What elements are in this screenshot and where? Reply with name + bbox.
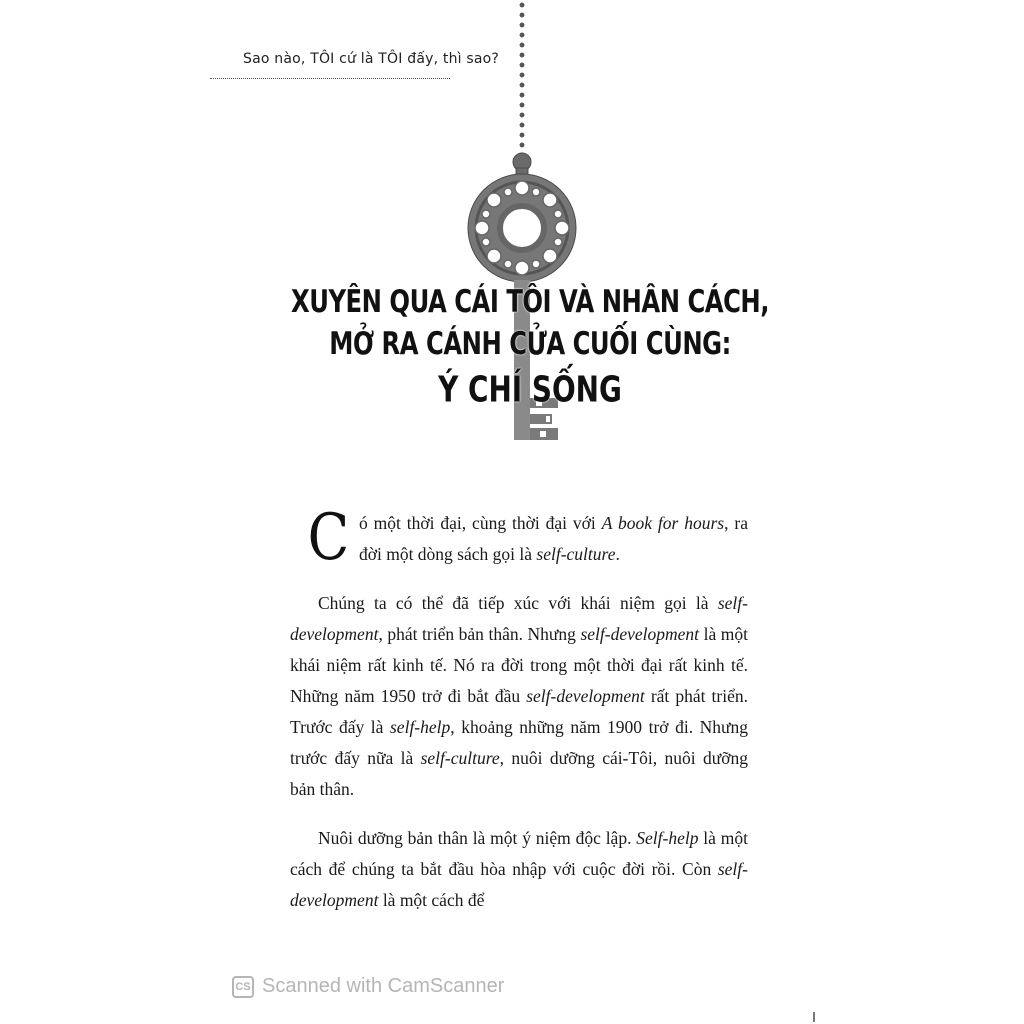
text-run: , ra đời một dòng sách gọi là bbox=[358, 513, 748, 564]
scanner-text: Scanned with CamScanner bbox=[262, 975, 505, 997]
text-run: Chúng ta có thể đã tiếp xúc với khái niệm gọi là bbox=[318, 593, 718, 613]
scanner-watermark bbox=[232, 975, 504, 998]
text-run: , phát triển bản thân. Nhưng bbox=[378, 624, 581, 644]
body-text bbox=[290, 501, 749, 934]
running-header: Sao nào, TÔI cứ là TÔI đấy, thì sao? bbox=[243, 51, 500, 67]
italic-run: self-culture bbox=[420, 748, 500, 768]
camscanner-logo-icon: CS bbox=[232, 976, 254, 998]
italic-run: self-development bbox=[290, 593, 748, 644]
text-run: rất phát triển. Trước đấy là bbox=[290, 686, 748, 737]
text-run: là một khái niệm rất kinh tế. Nó ra đời trong một thời đại rất kinh tế. Những năm 1950 trở đi bắt đầu bbox=[290, 624, 749, 706]
drop-cap: C bbox=[307, 501, 350, 575]
header-rule bbox=[210, 78, 450, 79]
text-run: , khoảng những năm 1900 trở đi. Nhưng trước đấy nữa là bbox=[290, 717, 749, 768]
text-run: Nuôi dưỡng bản thân là một ý niệm độc lập. bbox=[318, 828, 637, 848]
italic-run: Self-help bbox=[636, 828, 699, 848]
chapter-title bbox=[210, 282, 850, 414]
italic-run: self-culture bbox=[536, 544, 616, 564]
italic-run: self-development bbox=[290, 859, 748, 910]
chapter-title-line-2: MỞ RA CÁNH CỬA CUỐI CÙNG: bbox=[329, 326, 731, 363]
text-run: , nuôi dưỡng cái-Tôi, nuôi dưỡng bản thân. bbox=[290, 748, 748, 799]
paragraph-2 bbox=[290, 588, 748, 805]
italic-run: A book for hours bbox=[601, 513, 725, 533]
italic-run: self-development bbox=[580, 624, 700, 644]
text-run: ó một thời đại, cùng thời đại với bbox=[358, 513, 602, 533]
text-run: là một cách để chúng ta bắt đầu hòa nhập với cuộc đời rồi. Còn bbox=[290, 828, 748, 879]
italic-run: self-development bbox=[526, 686, 645, 706]
italic-run: self-help bbox=[390, 717, 451, 737]
paragraph-1 bbox=[290, 501, 748, 575]
chapter-title-line-1: XUYÊN QUA CÁI TÔI VÀ NHÂN CÁCH, bbox=[291, 284, 769, 321]
chapter-title-line-3: Ý CHÍ SỐNG bbox=[438, 369, 622, 411]
text-run: . bbox=[615, 544, 620, 564]
paragraph-3 bbox=[290, 823, 748, 916]
page-edge-mark bbox=[813, 1012, 815, 1022]
key-chain-dots bbox=[518, 0, 526, 160]
text-run: là một cách để bbox=[378, 890, 485, 910]
